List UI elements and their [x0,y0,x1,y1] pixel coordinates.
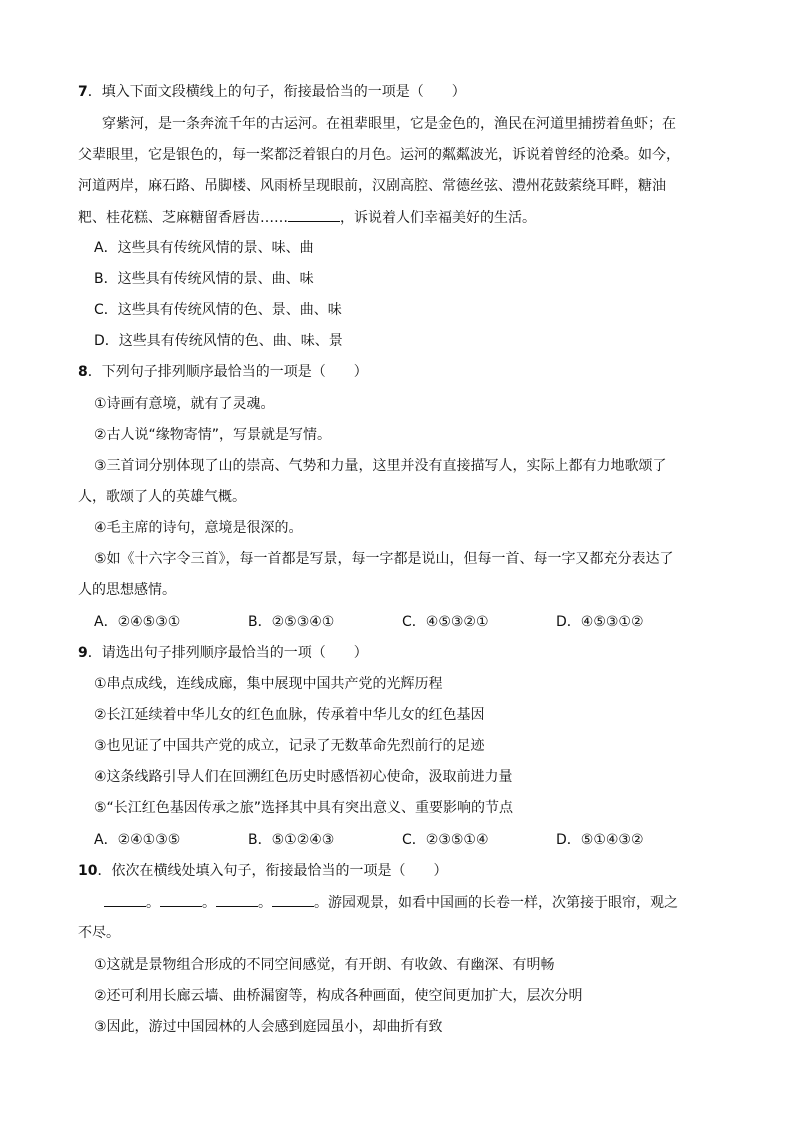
q10-sep-1: 。 [146,895,160,911]
q9-stem [78,643,368,663]
q9-sentence-3: ③也见证了中国共产党的成立，记录了无数革命先烈前行的足迹 [94,738,485,754]
q10-blank-1[interactable] [104,892,146,907]
q7-stem [78,82,466,102]
q7-passage-line-3: 河道两岸，麻石路、吊脚楼、风雨桥呈现眼前，汉剧高腔、常德丝弦、澧州花鼓萦绕耳畔，糖油 [78,178,666,194]
q7-option-d[interactable]: D．这些具有传统风情的色、曲、味、景 [94,333,343,349]
q8-option-c[interactable]: C．④⑤③②① [402,614,489,630]
q7-passage-line-4 [78,207,536,228]
q8-sentence-1: ①诗画有意境，就有了灵魂。 [94,396,275,412]
q9-sentence-2: ②长江延续着中华儿女的红色血脉，传承着中华儿女的红色基因 [94,707,485,723]
q7-option-c[interactable]: C．这些具有传统风情的色、景、曲、味 [94,302,342,318]
q7-option-a[interactable]: A．这些具有传统风情的景、味、曲 [94,240,314,256]
q8-sentence-3: ③三首词分别体现了山的崇高、气势和力量，这里并没有直接描写人，实际上都有力地歌颂了 [94,458,667,474]
q10-passage-line-1 [104,892,678,913]
q9-stem-text: ．请选出句子排列顺序最恰当的一项（ ） [87,645,368,661]
q9-sentence-1: ①串点成线，连线成廊，集中展现中国共产党的光辉历程 [94,676,443,692]
q9-sentence-4: ④这条线路引导人们在回溯红色历史时感悟初心使命，汲取前进力量 [94,769,513,785]
q9-sentence-5: ⑤“长江红色基因传承之旅”选择其中具有突出意义、重要影响的节点 [94,800,514,816]
q7-answer-blank[interactable] [288,207,340,222]
q9-option-d[interactable]: D．⑤①④③② [556,832,644,848]
q9-number: 9 [78,645,88,661]
q8-sentence-5-cont: 人的思想感情。 [78,582,176,598]
q10-number: 10 [78,863,98,879]
q7-passage-line-2: 父辈眼里，它是银色的，每一桨都泛着银白的月色。运河的粼粼波光，诉说着曾经的沧桑。如今， [78,147,680,163]
q9-option-b[interactable]: B．⑤①②④③ [248,832,335,848]
q8-option-b[interactable]: B．②⑤③④① [248,614,335,630]
q10-sep-2: 。 [202,895,216,911]
q7-option-b[interactable]: B．这些具有传统风情的景、曲、味 [94,271,314,287]
q7-passage-line-4-text: 粑、桂花糕、芝麻糖留香唇齿…… [78,210,288,226]
q8-sentence-2: ②古人说“缘物寄情”，写景就是写情。 [94,427,332,443]
q7-stem-text: ．填入下面文段横线上的句子，衔接最恰当的一项是（ ） [87,84,466,100]
q9-option-a[interactable]: A．②④①③⑤ [94,832,181,848]
q10-stem-text: ．依次在横线处填入句子，衔接最恰当的一项是（ ） [97,863,448,879]
q10-blank-4[interactable] [272,892,314,907]
q10-blank-2[interactable] [160,892,202,907]
q10-stem [78,861,447,881]
q10-sentence-1: ①这就是景物组合形成的不同空间感觉，有开朗、有收敛、有幽深、有明畅 [94,957,555,973]
q8-sentence-3-cont: 人，歌颂了人的英雄气概。 [78,489,246,505]
q7-passage-line-1: 穿紫河，是一条奔流千年的古运河。在祖辈眼里，它是金色的，渔民在河道里捕捞着鱼虾；在 [102,116,676,132]
q9-option-c[interactable]: C．②③⑤①④ [402,832,489,848]
q10-passage-tail: 。游园观景，如看中国画的长卷一样，次第接于眼帘，观之 [314,895,678,911]
q9-options [94,830,734,850]
q10-sentence-3: ③因此，游过中国园林的人会感到庭园虽小，却曲折有致 [94,1019,443,1035]
q10-sentence-2: ②还可利用长廊云墙、曲桥漏窗等，构成各种画面，使空间更加扩大，层次分明 [94,988,583,1004]
q8-option-a[interactable]: A．②④⑤③① [94,614,181,630]
q7-number: 7 [78,84,88,100]
q10-blank-3[interactable] [216,892,258,907]
q8-option-d[interactable]: D．④⑤③①② [556,614,644,630]
q10-passage-line-2: 不尽。 [78,925,120,941]
q8-stem-text: ．下列句子排列顺序最恰当的一项是（ ） [87,364,368,380]
q8-sentence-4: ④毛主席的诗句，意境是很深的。 [94,520,303,536]
q8-sentence-5: ⑤如《十六字令三首》，每一首都是写景，每一字都是说山，但每一首、每一字又都充分表达了 [94,551,674,567]
q8-options [94,612,734,632]
q7-passage-line-4-tail: ，诉说着人们幸福美好的生活。 [340,210,536,226]
q8-stem [78,362,368,382]
q8-number: 8 [78,364,88,380]
q10-sep-3: 。 [258,895,272,911]
